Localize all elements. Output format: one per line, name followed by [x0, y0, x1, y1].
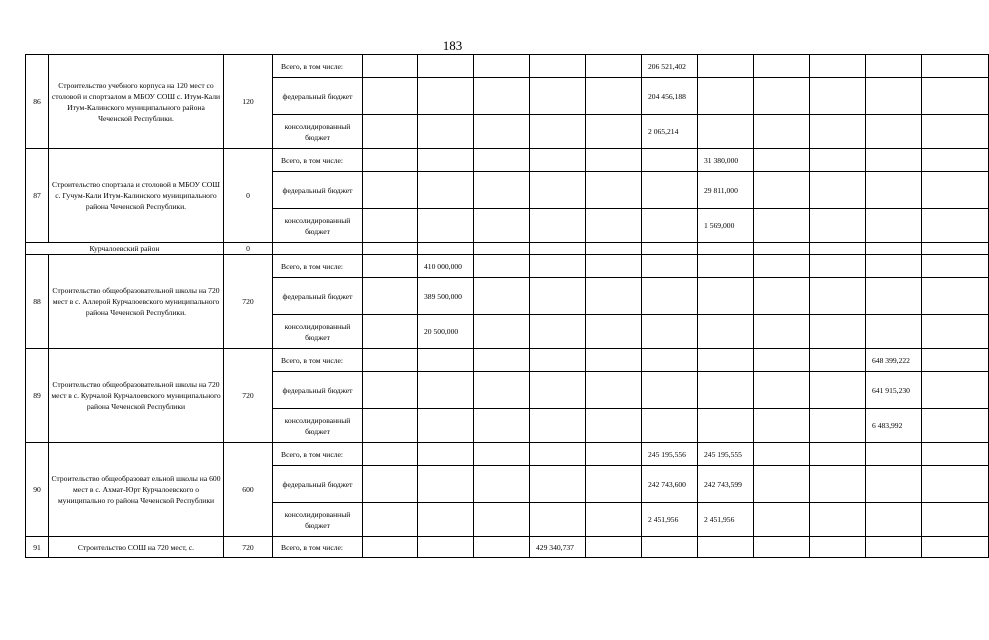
empty-cell	[418, 55, 474, 78]
empty-cell	[586, 78, 642, 115]
empty-cell	[418, 466, 474, 503]
empty-cell	[363, 55, 418, 78]
empty-cell	[810, 278, 866, 315]
empty-cell	[530, 172, 586, 209]
empty-cell	[363, 372, 418, 409]
amount-value: 29 811,000	[698, 172, 754, 209]
empty-cell	[698, 115, 754, 149]
empty-cell	[586, 503, 642, 537]
funding-label-federal: федеральный бюджет	[273, 466, 363, 503]
empty-cell	[810, 537, 866, 558]
funding-label-total: Всего, в том числе:	[273, 55, 363, 78]
empty-cell	[642, 255, 698, 278]
amount-value: 245 195,555	[698, 443, 754, 466]
amount-value: 2 451,956	[642, 503, 698, 537]
empty-cell	[754, 172, 810, 209]
empty-cell	[642, 278, 698, 315]
empty-cell	[474, 255, 530, 278]
project-name: Строительство учебного корпуса на 120 мест со столовой и спортзалом в МБОУ СОШ с. Итум-Кали Итум-Калинского муниципального района Чеченской Республики.	[49, 55, 224, 149]
empty-cell	[586, 409, 642, 443]
row-number: 90	[26, 443, 49, 537]
empty-cell	[698, 537, 754, 558]
amount-value: 1 569,000	[698, 209, 754, 243]
empty-cell	[922, 278, 989, 315]
empty-cell	[754, 243, 810, 255]
amount-value: 204 456,188	[642, 78, 698, 115]
empty-cell	[363, 149, 418, 172]
row-number: 86	[26, 55, 49, 149]
empty-cell	[586, 466, 642, 503]
empty-cell	[363, 503, 418, 537]
empty-cell	[474, 172, 530, 209]
empty-cell	[698, 278, 754, 315]
empty-cell	[754, 466, 810, 503]
empty-cell	[754, 315, 810, 349]
empty-cell	[642, 149, 698, 172]
empty-cell	[866, 55, 922, 78]
empty-cell	[418, 443, 474, 466]
amount-value: 648 399,222	[866, 349, 922, 372]
empty-cell	[922, 149, 989, 172]
empty-cell	[530, 278, 586, 315]
empty-cell	[754, 209, 810, 243]
empty-cell	[418, 349, 474, 372]
empty-cell	[810, 409, 866, 443]
empty-cell	[922, 55, 989, 78]
empty-cell	[530, 115, 586, 149]
amount-value: 6 483,992	[866, 409, 922, 443]
empty-cell	[754, 255, 810, 278]
empty-cell	[418, 78, 474, 115]
empty-cell	[866, 503, 922, 537]
funding-label-total: Всего, в том числе:	[273, 443, 363, 466]
empty-cell	[363, 255, 418, 278]
empty-cell	[866, 278, 922, 315]
empty-cell	[922, 172, 989, 209]
amount-value: 242 743,600	[642, 466, 698, 503]
empty-cell	[474, 372, 530, 409]
empty-cell	[698, 409, 754, 443]
empty-cell	[698, 315, 754, 349]
empty-cell	[810, 172, 866, 209]
empty-cell	[530, 409, 586, 443]
empty-cell	[363, 443, 418, 466]
amount-value: 389 500,000	[418, 278, 474, 315]
funding-label-total: Всего, в том числе:	[273, 349, 363, 372]
empty-cell	[474, 149, 530, 172]
empty-cell	[363, 537, 418, 558]
table-row	[26, 443, 989, 466]
empty-cell	[586, 349, 642, 372]
empty-cell	[810, 349, 866, 372]
funding-label-consolidated: консолидированный бюджет	[273, 315, 363, 349]
empty-cell	[530, 349, 586, 372]
empty-cell	[642, 349, 698, 372]
empty-cell	[922, 315, 989, 349]
row-number: 91	[26, 537, 49, 558]
funding-label-federal: федеральный бюджет	[273, 78, 363, 115]
empty-cell	[754, 409, 810, 443]
funding-label-total: Всего, в том числе:	[273, 537, 363, 558]
empty-cell	[474, 503, 530, 537]
empty-cell	[754, 372, 810, 409]
table-row	[26, 149, 989, 172]
empty-cell	[922, 409, 989, 443]
empty-cell	[754, 349, 810, 372]
empty-cell	[810, 149, 866, 172]
region-name: Курчалоевский район	[26, 243, 224, 255]
empty-cell	[586, 243, 642, 255]
empty-cell	[363, 278, 418, 315]
empty-cell	[474, 349, 530, 372]
empty-cell	[922, 209, 989, 243]
empty-cell	[922, 443, 989, 466]
empty-cell	[474, 443, 530, 466]
funding-label-consolidated: консолидированный бюджет	[273, 209, 363, 243]
empty-cell	[922, 115, 989, 149]
empty-cell	[810, 443, 866, 466]
project-name: Строительство спортзала и столовой в МБОУ СОШ с. Гучум-Кали Итум-Калинского муниципального района Чеченской Республики.	[49, 149, 224, 243]
empty-cell	[922, 372, 989, 409]
amount-value: 2 451,956	[698, 503, 754, 537]
empty-cell	[698, 78, 754, 115]
capacity-value: 0	[224, 149, 273, 243]
capacity-value: 720	[224, 537, 273, 558]
amount-value: 410 000,000	[418, 255, 474, 278]
empty-cell	[754, 443, 810, 466]
empty-cell	[363, 409, 418, 443]
empty-cell	[810, 243, 866, 255]
empty-cell	[418, 372, 474, 409]
empty-cell	[698, 372, 754, 409]
empty-cell	[474, 115, 530, 149]
empty-cell	[754, 278, 810, 315]
empty-cell	[363, 209, 418, 243]
empty-cell	[586, 149, 642, 172]
empty-cell	[642, 409, 698, 443]
empty-cell	[866, 466, 922, 503]
empty-cell	[273, 243, 363, 255]
empty-cell	[418, 409, 474, 443]
empty-cell	[530, 55, 586, 78]
empty-cell	[810, 55, 866, 78]
empty-cell	[642, 372, 698, 409]
row-number: 87	[26, 149, 49, 243]
row-number: 88	[26, 255, 49, 349]
empty-cell	[418, 115, 474, 149]
empty-cell	[363, 115, 418, 149]
empty-cell	[754, 55, 810, 78]
empty-cell	[698, 255, 754, 278]
empty-cell	[698, 243, 754, 255]
amount-value: 245 195,556	[642, 443, 698, 466]
empty-cell	[698, 55, 754, 78]
empty-cell	[586, 115, 642, 149]
empty-cell	[474, 209, 530, 243]
empty-cell	[530, 503, 586, 537]
capacity-value: 120	[224, 55, 273, 149]
empty-cell	[866, 172, 922, 209]
amount-value: 2 065,214	[642, 115, 698, 149]
capacity-value: 600	[224, 443, 273, 537]
amount-value: 31 380,000	[698, 149, 754, 172]
empty-cell	[586, 255, 642, 278]
empty-cell	[922, 255, 989, 278]
empty-cell	[363, 349, 418, 372]
empty-cell	[642, 172, 698, 209]
empty-cell	[922, 537, 989, 558]
empty-cell	[418, 243, 474, 255]
empty-cell	[474, 537, 530, 558]
empty-cell	[866, 149, 922, 172]
region-capacity: 0	[224, 243, 273, 255]
capacity-value: 720	[224, 255, 273, 349]
funding-label-total: Всего, в том числе:	[273, 255, 363, 278]
empty-cell	[530, 315, 586, 349]
amount-value: 206 521,402	[642, 55, 698, 78]
budget-table	[25, 54, 989, 558]
empty-cell	[642, 243, 698, 255]
empty-cell	[363, 315, 418, 349]
empty-cell	[922, 503, 989, 537]
empty-cell	[810, 255, 866, 278]
empty-cell	[866, 443, 922, 466]
empty-cell	[363, 466, 418, 503]
empty-cell	[363, 78, 418, 115]
empty-cell	[866, 209, 922, 243]
empty-cell	[586, 209, 642, 243]
empty-cell	[586, 443, 642, 466]
empty-cell	[922, 78, 989, 115]
empty-cell	[530, 209, 586, 243]
empty-cell	[418, 537, 474, 558]
empty-cell	[474, 278, 530, 315]
empty-cell	[363, 243, 418, 255]
empty-cell	[642, 315, 698, 349]
empty-cell	[530, 466, 586, 503]
table-row	[26, 537, 989, 558]
empty-cell	[866, 537, 922, 558]
empty-cell	[586, 55, 642, 78]
empty-cell	[418, 172, 474, 209]
funding-label-federal: федеральный бюджет	[273, 172, 363, 209]
empty-cell	[586, 315, 642, 349]
empty-cell	[474, 78, 530, 115]
empty-cell	[418, 503, 474, 537]
amount-value: 429 340,737	[530, 537, 586, 558]
empty-cell	[866, 243, 922, 255]
empty-cell	[698, 349, 754, 372]
empty-cell	[810, 78, 866, 115]
empty-cell	[754, 115, 810, 149]
empty-cell	[530, 372, 586, 409]
empty-cell	[586, 372, 642, 409]
empty-cell	[418, 209, 474, 243]
page-number: 183	[442, 38, 463, 53]
empty-cell	[922, 243, 989, 255]
empty-cell	[530, 78, 586, 115]
project-name: Строительство общеобразовательной школы на 720 мест в с. Курчалой Курчалоевского муниципального района Чеченской Республики	[49, 349, 224, 443]
table-row	[26, 255, 989, 278]
empty-cell	[866, 115, 922, 149]
empty-cell	[586, 537, 642, 558]
amount-value: 242 743,599	[698, 466, 754, 503]
amount-value: 641 915,230	[866, 372, 922, 409]
empty-cell	[474, 243, 530, 255]
funding-label-federal: федеральный бюджет	[273, 372, 363, 409]
row-number: 89	[26, 349, 49, 443]
empty-cell	[642, 537, 698, 558]
project-name: Строительство СОШ на 720 мест, с.	[49, 537, 224, 558]
empty-cell	[363, 172, 418, 209]
project-name: Строительство общеобразоват ельной школы на 600 мест в с. Ахмат-Юрт Курчалоевского о муниципально го района Чеченской Республики	[49, 443, 224, 537]
empty-cell	[586, 172, 642, 209]
empty-cell	[922, 466, 989, 503]
empty-cell	[754, 537, 810, 558]
empty-cell	[530, 149, 586, 172]
empty-cell	[530, 255, 586, 278]
empty-cell	[418, 149, 474, 172]
funding-label-consolidated: консолидированный бюджет	[273, 115, 363, 149]
empty-cell	[474, 466, 530, 503]
region-row	[26, 243, 989, 255]
empty-cell	[810, 503, 866, 537]
empty-cell	[474, 315, 530, 349]
empty-cell	[642, 209, 698, 243]
funding-label-consolidated: консолидированный бюджет	[273, 409, 363, 443]
empty-cell	[754, 149, 810, 172]
funding-label-federal: федеральный бюджет	[273, 278, 363, 315]
empty-cell	[754, 503, 810, 537]
empty-cell	[474, 409, 530, 443]
empty-cell	[754, 78, 810, 115]
funding-label-total: Всего, в том числе:	[273, 149, 363, 172]
table-row	[26, 349, 989, 372]
capacity-value: 720	[224, 349, 273, 443]
empty-cell	[810, 315, 866, 349]
empty-cell	[530, 243, 586, 255]
empty-cell	[866, 315, 922, 349]
table-row	[26, 55, 989, 78]
project-name: Строительство общеобразовательной школы на 720 мест в с. Аллерой Курчалоевского муниципального района Чеченской Республики.	[49, 255, 224, 349]
empty-cell	[474, 55, 530, 78]
empty-cell	[810, 466, 866, 503]
empty-cell	[810, 372, 866, 409]
amount-value: 20 500,000	[418, 315, 474, 349]
empty-cell	[922, 349, 989, 372]
empty-cell	[866, 255, 922, 278]
empty-cell	[866, 78, 922, 115]
empty-cell	[530, 443, 586, 466]
empty-cell	[586, 278, 642, 315]
empty-cell	[810, 115, 866, 149]
empty-cell	[810, 209, 866, 243]
funding-label-consolidated: консолидированный бюджет	[273, 503, 363, 537]
